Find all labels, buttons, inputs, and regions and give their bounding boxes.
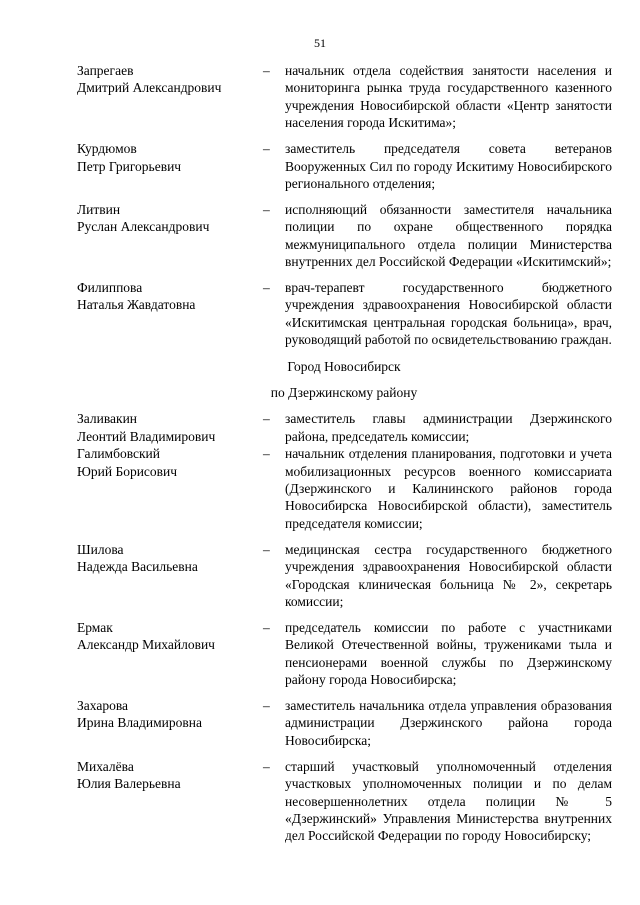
member-position: начальник отделения планирования, подготовки и учета мобилизационных ресурсов военного комиссариата (Дзержинского и Калининского районов города Новосибирска Новосибирской области), заместитель председателя комиссии; (285, 446, 612, 531)
member-name (77, 62, 263, 132)
page-number: 51 (314, 36, 326, 50)
list-item (77, 62, 612, 132)
dash-separator: – (263, 446, 270, 462)
member-name (77, 697, 263, 749)
member-given-names: Ирина Владимировна (77, 715, 203, 731)
dash-separator: – (263, 201, 270, 217)
list-item (77, 619, 612, 689)
member-given-names: Александр Михайлович (77, 637, 215, 653)
member-position: врач-терапевт государственного бюджетного учреждения здравоохранения Новосибирской области «Искитимская центральная городская больница», врач, руководящий работой по освидетельствованию граждан. (285, 279, 612, 348)
member-name (77, 410, 263, 445)
member-given-names: Петр Григорьевич (77, 158, 182, 174)
list-item (77, 410, 612, 445)
member-surname: Запрегаев (77, 63, 134, 78)
list-item (77, 201, 612, 271)
member-position: старший участковый уполномоченный отделения участковых уполномоченных полиции и по делам несовершеннолетних отдела полиции № 5 «Дзержинский» Управления Министерства внутренних дел Российской Федерации по городу Новосибирску; (285, 758, 612, 844)
member-given-names: Руслан Александрович (77, 219, 210, 235)
member-position: заместитель начальника отдела управления образования администрации Дзержинского района города Новосибирска; (285, 698, 612, 748)
list-item (77, 758, 612, 845)
list-item (77, 445, 612, 532)
list-item (77, 541, 612, 611)
dash-separator: – (263, 541, 270, 557)
member-surname: Филиппова (77, 279, 143, 295)
member-given-names: Юрий Борисович (77, 463, 178, 479)
list-item (77, 140, 612, 192)
member-surname: Ермак (77, 619, 113, 635)
dash-separator: – (263, 619, 270, 635)
member-name (77, 445, 263, 532)
member-surname: Галимбовский (77, 446, 160, 462)
commission-list (77, 62, 612, 845)
member-given-names: Дмитрий Александрович (77, 80, 222, 96)
member-surname: Заливакин (77, 411, 138, 427)
dash-separator: – (263, 63, 270, 78)
member-surname: Шилова (77, 541, 124, 557)
dash-separator: – (263, 698, 270, 713)
member-surname: Михалёва (77, 758, 134, 774)
list-item (77, 279, 612, 349)
member-name (77, 279, 263, 349)
section-heading-district: по Дзержинскому району (270, 385, 418, 400)
member-given-names: Наталья Жавдатовна (77, 297, 196, 313)
list-item (77, 697, 612, 749)
member-name (77, 541, 263, 611)
member-given-names: Надежда Васильевна (77, 559, 198, 575)
dash-separator: – (263, 141, 270, 157)
member-surname: Литвин (77, 201, 121, 217)
member-surname: Курдюмов (77, 141, 137, 157)
dash-separator: – (263, 758, 270, 774)
dash-separator: – (263, 279, 270, 295)
member-position: исполняющий обязанности заместителя начальника полиции по охране общественного порядка межмуниципального отдела полиции Министерства внутренних дел Российской Федерации «Искитимский»; (285, 201, 612, 270)
section-heading-city: Город Новосибирск (287, 358, 401, 374)
member-name (77, 619, 263, 689)
dash-separator: – (263, 411, 270, 427)
member-given-names: Леонтий Владимирович (77, 428, 216, 444)
member-given-names: Юлия Валерьевна (77, 776, 181, 792)
member-position: заместитель главы администрации Дзержинского района, председатель комиссии; (285, 411, 612, 444)
member-position: заместитель председателя совета ветеранов Вооруженных Сил по городу Искитиму Новосибирского регионального отделения; (285, 141, 612, 191)
member-name (77, 758, 263, 845)
member-position: начальник отдела содействия занятости населения и мониторинга рынка труда государственного казенного учреждения Новосибирской области «Центр занятости населения города Искитима»; (285, 63, 612, 131)
member-position: председатель комиссии по работе с участниками Великой Отечественной войны, тружениками тыла и пенсионерами военной службы по Дзержинскому району города Новосибирска; (285, 619, 612, 688)
member-name (77, 201, 263, 271)
member-surname: Захарова (77, 698, 129, 713)
member-name (77, 140, 263, 192)
member-position: медицинская сестра государственного бюджетного учреждения здравоохранения Новосибирской области «Городская клиническая больница № 2», секретарь комиссии; (285, 541, 612, 609)
